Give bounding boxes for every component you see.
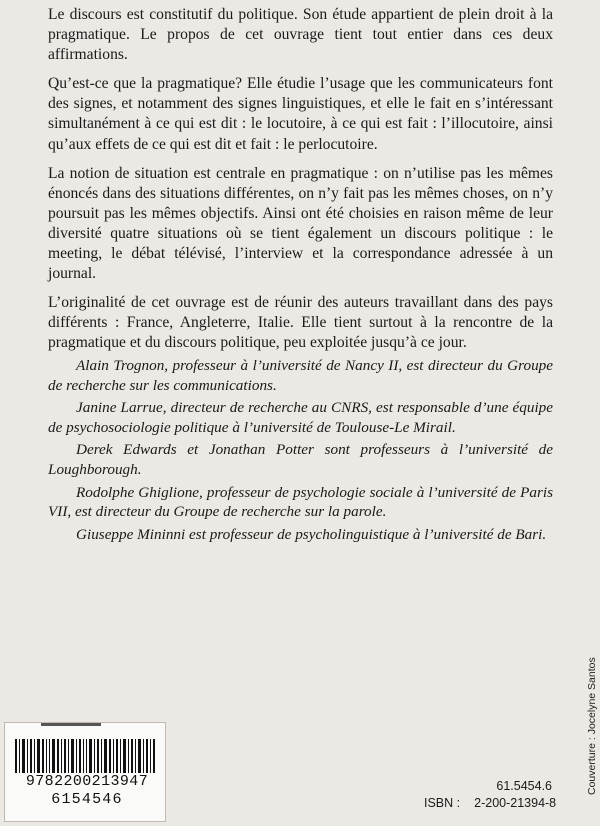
author-bio: Rodolphe Ghiglione, professeur de psychologie sociale à l’université de Paris VII, est directeur du Groupe de recherche sur la parole. [48, 483, 553, 521]
cover-credit: Couverture : Jocelyne Santos [586, 657, 598, 795]
author-bio: Alain Trognon, professeur à l’université de Nancy II, est directeur du Groupe de recherche sur les communications. [48, 357, 553, 394]
author-bio: Derek Edwards et Jonathan Potter sont professeurs à l’université de Loughborough. [48, 441, 553, 478]
isbn-label: ISBN : [424, 796, 461, 810]
barcode-number: 9782200213947 [25, 773, 149, 790]
blurb-paragraph: L’originalité de cet ouvrage est de réunir des auteurs travaillant dans des pays différents : France, Angleterre, Italie. Elle tient surtout à la rencontre de la pragmatique et du discours politique, peu exploitée jusqu’à ce jour. [48, 294, 553, 352]
author-bio: Giuseppe Mininni est professeur de psycholinguistique à l’université de Bari. [76, 525, 547, 543]
barcode-icon [15, 739, 155, 773]
label-edge-mark [41, 723, 101, 726]
reference-number: 61.5454.6 [496, 779, 552, 793]
isbn-line [424, 796, 556, 810]
blurb-paragraph: Qu’est-ce que la pragmatique? Elle étudie l’usage que les communicateurs font des signes, et notamment des signes linguistiques, et elle le fait en s’intéressant simultanément à ce qui est dit : le locutoire, à ce qui est fait : l’illocutoire, ainsi qu’aux effets de ce qui est dit et fait : le perlocutoire. [48, 75, 553, 153]
internal-code: 6154546 [51, 791, 123, 808]
author-bios [48, 356, 553, 547]
isbn-value: 2-200-21394-8 [474, 796, 557, 810]
blurb-paragraph: Le discours est constitutif du politique. Son étude appartient de plein droit à la pragmatique. Le propos de cet ouvrage tient tout entier dans ces deux affirmations. [48, 6, 553, 64]
back-cover-blurb [48, 5, 553, 363]
blurb-paragraph: La notion de situation est centrale en pragmatique : on n’utilise pas les mêmes énoncés dans des situations différentes, on n’y fait pas les mêmes choses, on n’y poursuit pas les mêmes objectifs. Ainsi ont été choisies en raison même de leur diversité quatre situations où se tient également un discours politique : le meeting, le débat télévisé, l’interview et la correspondance adressée à un journal. [48, 164, 553, 283]
author-bio: Janine Larrue, directeur de recherche au CNRS, est responsable d’une équipe de psychosociologie politique à l’université de Toulouse-Le Mirail. [48, 399, 553, 436]
barcode-label [4, 722, 166, 822]
